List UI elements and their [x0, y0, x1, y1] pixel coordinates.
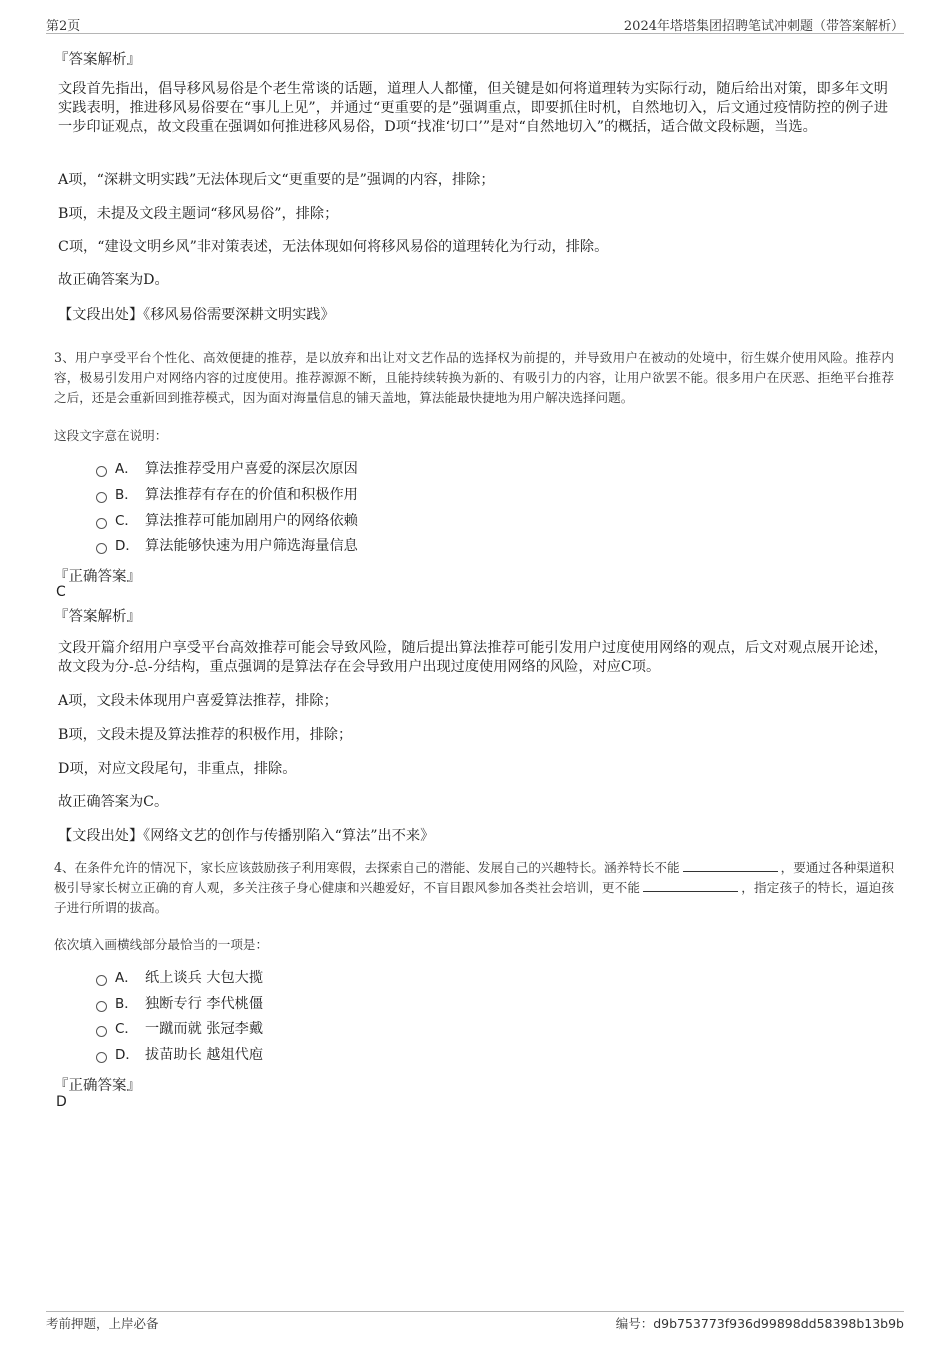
radio-icon[interactable]	[96, 466, 107, 477]
q3-stem: 3、用户享受平台个性化、高效便捷的推荐，是以放弃和出让对文艺作品的选择权为前提的，并导致用户在被动的处境中，衍生媒介使用风险。推荐内容，极易引发用户对网络内容的过度使用。推荐源源不断，且能持续转换为新的、有吸引力的内容，让用户欲罢不能。很多用户在厌恶、拒绝平台推荐之后，还是会重新回到推荐模式，因为面对海量信息的铺天盖地，算法能最快捷地为用户解决选择问题。	[54, 350, 894, 405]
q3-analysis-text: 文段开篇介绍用户享受平台高效推荐可能会导致风险，随后提出算法推荐可能引发用户过度使用网络的观点，后文对观点展开论述，故文段为分-总-分结构，重点强调的是算法存在会导致用户出现过度使用网络的风险，对应C项。	[58, 640, 888, 675]
q3-conclusion: 故正确答案为C。	[58, 794, 169, 810]
option-letter: B．	[115, 996, 138, 1012]
q2-conclusion: 故正确答案为D。	[58, 272, 169, 288]
q3-analysis-label: 『答案解析』	[54, 609, 141, 625]
option-text: 算法能够快速为用户筛选海量信息	[145, 538, 358, 554]
q4-prompt: 依次填入画横线部分最恰当的一项是：	[54, 937, 269, 952]
q3-answer-label: 『正确答案』	[54, 569, 141, 585]
q3-point-a: A项，文段未体现用户喜爱算法推荐，排除；	[58, 693, 338, 709]
q2-point-b: B项，未提及文段主题词“移风易俗”，排除；	[58, 206, 339, 222]
fill-blank-1[interactable]	[683, 859, 778, 872]
q3-option-d[interactable]	[96, 536, 358, 556]
footer-code-value: d9b753773f936d99898dd58398b13b9b	[653, 1316, 904, 1331]
radio-icon[interactable]	[96, 543, 107, 554]
q3-point-d: D项，对应文段尾句，非重点，排除。	[58, 761, 297, 777]
radio-icon[interactable]	[96, 492, 107, 503]
page-number: 第2页	[46, 19, 81, 34]
header-divider	[46, 33, 904, 34]
q2-analysis-label: 『答案解析』	[54, 52, 141, 68]
q4-answer: D	[56, 1094, 67, 1110]
q3-answer: C	[56, 584, 66, 600]
q3-option-a[interactable]	[96, 459, 358, 479]
option-text: 纸上谈兵 大包大揽	[145, 970, 264, 986]
q4-stem-part1: 4、在条件允许的情况下，家长应该鼓励孩子利用寒假，去探索自己的潜能、发展自己的兴趣特长。涵养特长不能	[54, 860, 680, 875]
q4-option-c[interactable]	[96, 1019, 263, 1039]
option-text: 拔苗助长 越俎代庖	[145, 1047, 264, 1063]
option-text: 算法推荐受用户喜爱的深层次原因	[145, 461, 358, 477]
footer-code-label: 编号：	[615, 1316, 654, 1331]
q4-option-d[interactable]	[96, 1045, 263, 1065]
q4-stem	[54, 858, 894, 918]
option-letter: D．	[115, 538, 139, 554]
radio-icon[interactable]	[96, 1026, 107, 1037]
option-letter: A．	[115, 461, 138, 477]
radio-icon[interactable]	[96, 1001, 107, 1012]
option-text: 算法推荐有存在的价值和积极作用	[145, 487, 358, 503]
q3-source: 【文段出处】《网络文艺的创作与传播别陷入“算法”出不来》	[58, 828, 435, 844]
footer-divider	[46, 1311, 904, 1312]
q4-option-b[interactable]	[96, 994, 263, 1014]
option-text: 一蹴而就 张冠李戴	[145, 1021, 264, 1037]
radio-icon[interactable]	[96, 975, 107, 986]
option-letter: C．	[115, 1021, 138, 1037]
fill-blank-2[interactable]	[643, 879, 738, 892]
q3-prompt: 这段文字意在说明：	[54, 428, 168, 443]
page-header	[46, 12, 904, 32]
footer-slogan: 考前押题，上岸必备	[46, 1316, 159, 1331]
q2-point-c: C项，“建设文明乡风”非对策表述，无法体现如何将移风易俗的道理转化为行动，排除。	[58, 239, 609, 255]
footer-code	[616, 1314, 904, 1332]
option-letter: C．	[115, 513, 138, 529]
option-letter: B．	[115, 487, 138, 503]
q4-option-a[interactable]	[96, 968, 263, 988]
q4-answer-label: 『正确答案』	[54, 1078, 141, 1094]
document-title: 2024年塔塔集团招聘笔试冲刺题（带答案解析）	[623, 19, 904, 34]
q3-point-b: B项，文段未提及算法推荐的积极作用，排除；	[58, 727, 353, 743]
q4-stem-part3: ，指定孩子的特长，逼迫孩子进行所谓的拔高。	[54, 880, 895, 915]
q4-stem-part2: ，要通过各种渠道积极引导家长树立正确的育人观，多关注孩子身心健康和兴趣爱好，不盲目跟风参加各类社会培训，更不能	[54, 860, 895, 895]
q3-option-b[interactable]	[96, 485, 358, 505]
q2-point-a: A项，“深耕文明实践”无法体现后文“更重要的是”强调的内容，排除；	[58, 172, 495, 188]
q2-analysis-text: 文段首先指出，倡导移风易俗是个老生常谈的话题，道理人人都懂，但关键是如何将道理转为实际行动，随后给出对策，即多年文明实践表明，推进移风易俗要在“事儿上见”，并通过“更重要的是”强调重点，即要抓住时机，自然地切入，后文通过疫情防控的例子进一步印证观点，故文段重在强调如何推进移风易俗，D项“找准‘切口’”是对“自然地切入”的概括，适合做文段标题，当选。	[58, 81, 888, 135]
page-footer	[46, 1314, 904, 1332]
option-text: 独断专行 李代桃僵	[145, 996, 264, 1012]
q3-option-c[interactable]	[96, 511, 358, 531]
radio-icon[interactable]	[96, 518, 107, 529]
radio-icon[interactable]	[96, 1052, 107, 1063]
option-text: 算法推荐可能加剧用户的网络依赖	[145, 513, 358, 529]
option-letter: D．	[115, 1047, 139, 1063]
option-letter: A．	[115, 970, 138, 986]
q2-source: 【文段出处】《移风易俗需要深耕文明实践》	[58, 307, 335, 323]
